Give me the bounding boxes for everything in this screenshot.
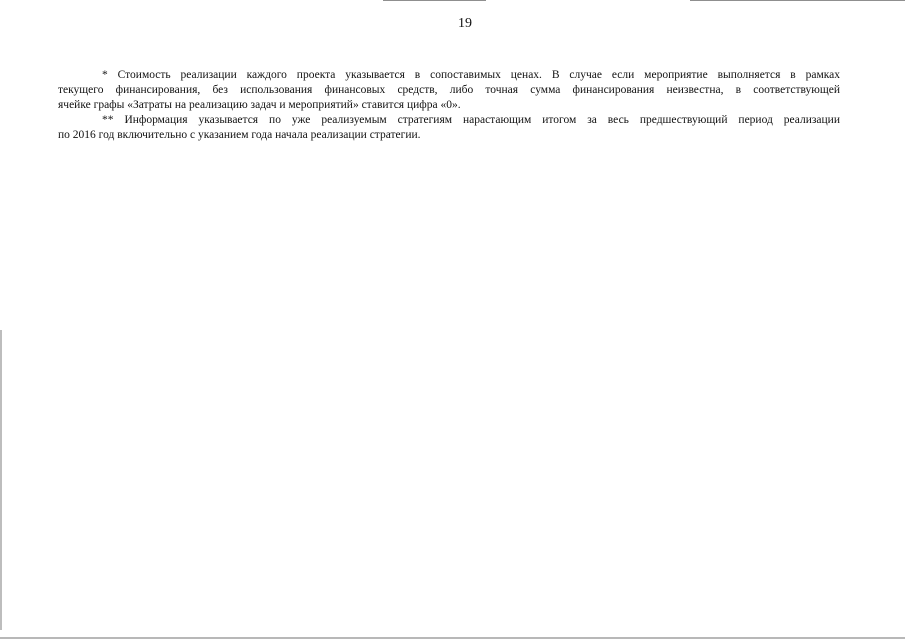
- footnote-line: * Стоимость реализации каждого проекта указывается в сопоставимых ценах. В случае если мероприятие выполняется в рамках: [102, 69, 840, 81]
- scan-edge: [0, 637, 905, 639]
- footnotes: [58, 68, 840, 143]
- footnote-line: по 2016 год включительно с указанием года начала реализации стратегии.: [58, 129, 421, 141]
- footnote-strategy: [58, 113, 840, 143]
- footnote-line: ячейке графы «Затраты на реализацию задач и мероприятий» ставится цифра «0».: [58, 99, 461, 111]
- page-number: 19: [458, 16, 472, 31]
- footnote-line: текущего финансирования, без использования финансовых средств, либо точная сумма финансирования неизвестна, в соответствующей: [58, 84, 840, 96]
- scan-edge: [0, 330, 2, 630]
- scan-edge: [690, 0, 905, 1]
- footnote-line: ** Информация указывается по уже реализуемым стратегиям нарастающим итогом за весь предшествующий период реализации: [102, 114, 840, 126]
- footnote-cost: [58, 68, 840, 113]
- scan-edge: [383, 0, 486, 1]
